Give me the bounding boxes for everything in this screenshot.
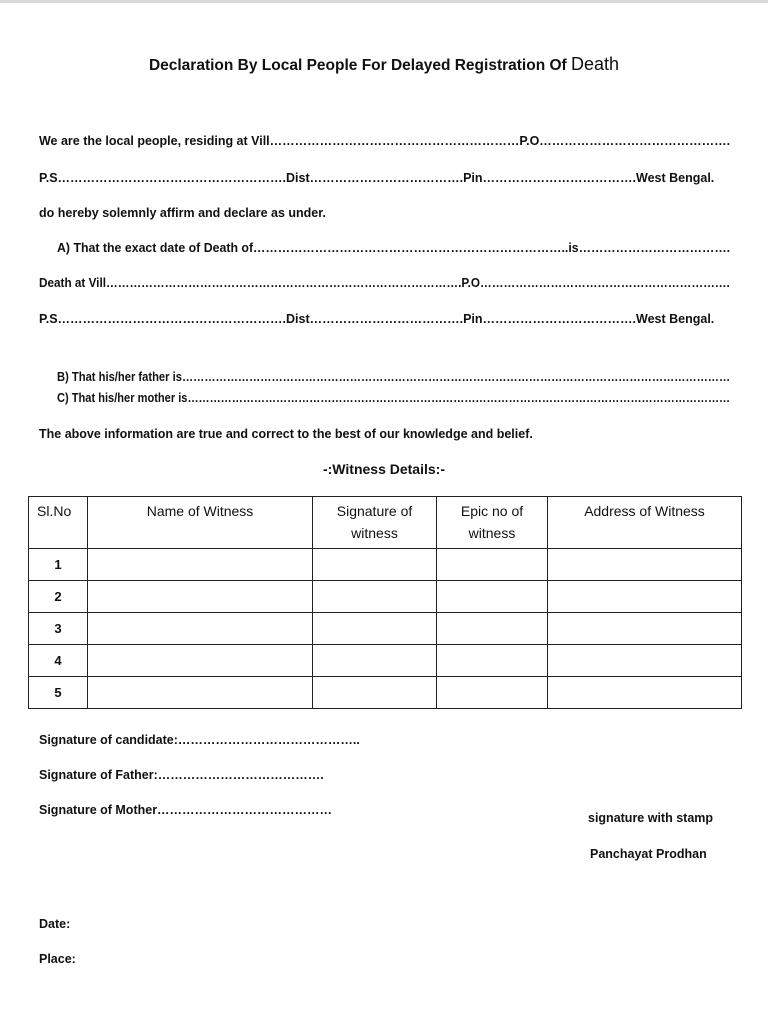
witness-epic-cell (437, 581, 548, 613)
witness-signature-cell (313, 549, 437, 581)
table-row (29, 549, 742, 581)
witness-address-cell (548, 613, 742, 645)
affirm-line: do hereby solemnly affirm and declare as under. (39, 206, 326, 220)
father-signature-line: Signature of Father:…………………………………. (39, 768, 324, 782)
witness-address-cell (548, 677, 742, 709)
witness-signature-cell (313, 581, 437, 613)
row-number: 5 (29, 677, 88, 709)
witness-table-header (29, 497, 742, 549)
address-line-1: P.S……………………………………………….Dist……………………………….Pin……………………………….West Bengal. (39, 171, 715, 185)
header-epic-line2: witness (468, 525, 516, 541)
witness-signature-cell (313, 677, 437, 709)
table-row (29, 581, 742, 613)
top-border (0, 0, 768, 3)
witness-address-cell (548, 549, 742, 581)
witness-name-cell (88, 645, 313, 677)
witness-epic-cell (437, 677, 548, 709)
date-label: Date: (39, 917, 71, 931)
row-number: 3 (29, 613, 88, 645)
witness-heading: -:Witness Details:- (322, 461, 445, 477)
table-row (29, 677, 742, 709)
witness-epic-cell (437, 613, 548, 645)
row-number: 2 (29, 581, 88, 613)
header-epic (437, 497, 548, 549)
stamp-signature-label: signature with stamp (588, 811, 714, 825)
witness-address-cell (548, 645, 742, 677)
clause-c-mother: C) That his/her mother is………………………………………………………………………………………………………………………………… (57, 391, 731, 405)
address-line-2: P.S……………………………………………….Dist……………………………….Pin……………………………….West Bengal. (39, 312, 715, 326)
witness-name-cell (88, 581, 313, 613)
header-epic-line1: Epic no of (460, 503, 524, 519)
witness-address-cell (548, 581, 742, 613)
witness-name-cell (88, 549, 313, 581)
candidate-signature-line: Signature of candidate:…………………………………….. (39, 733, 360, 747)
place-label: Place: (39, 952, 76, 966)
title-last-word: Death (571, 54, 620, 74)
clause-a-place: Death at Vill……………………………………………………………………………….P.O………………………………………………………. (39, 276, 730, 290)
header-address: Address of Witness (548, 497, 742, 549)
truth-statement: The above information are true and correct to the best of our knowledge and belief. (39, 427, 533, 441)
clause-a-date: A) That the exact date of Death of…………………………………………………………………..is………………………………. (57, 241, 731, 255)
witness-signature-cell (313, 613, 437, 645)
clause-b-father: B) That his/her father is………………………………………………………………………………………………………………………………… (57, 370, 731, 384)
mother-signature-line: Signature of Mother…………………………………… (39, 803, 333, 817)
witness-epic-cell (437, 549, 548, 581)
witness-table (28, 496, 742, 709)
witness-name-cell (88, 613, 313, 645)
header-signature-line2: witness (351, 525, 398, 541)
row-number: 1 (29, 549, 88, 581)
header-name: Name of Witness (88, 497, 313, 549)
panchayat-prodhan-label: Panchayat Prodhan (590, 847, 707, 861)
header-signature (313, 497, 437, 549)
row-number: 4 (29, 645, 88, 677)
witness-signature-cell (313, 645, 437, 677)
table-row (29, 613, 742, 645)
witness-name-cell (88, 677, 313, 709)
title-main: Declaration By Local People For Delayed Registration Of (148, 57, 567, 74)
residence-line: We are the local people, residing at Vill……………………………………………………P.O………………………………………. (39, 134, 731, 148)
header-sl-no: Sl.No (29, 497, 88, 549)
table-row (29, 645, 742, 677)
document-title (0, 54, 768, 75)
witness-epic-cell (437, 645, 548, 677)
header-signature-line1: Signature of (336, 503, 413, 519)
